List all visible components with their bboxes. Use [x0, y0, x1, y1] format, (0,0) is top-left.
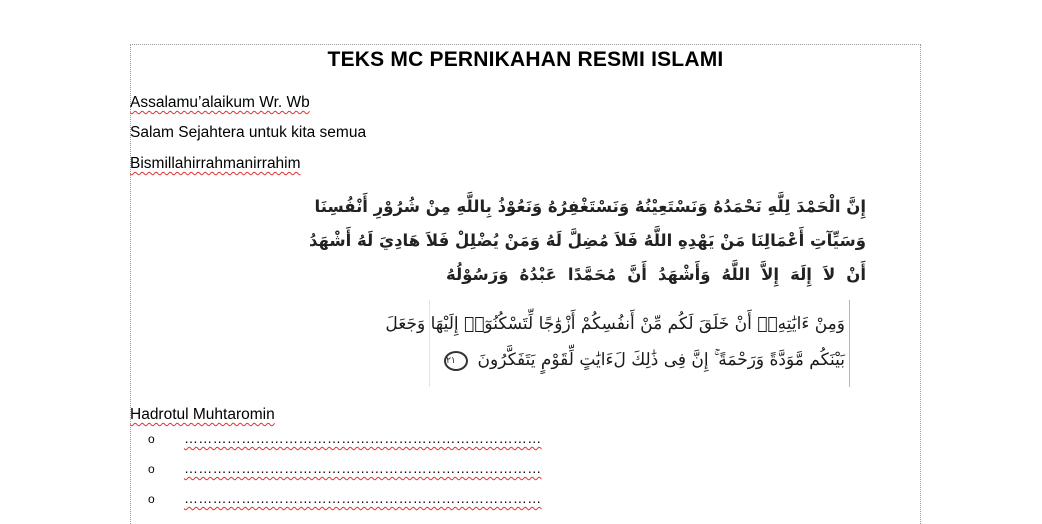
ayat-line-2 [446, 342, 845, 378]
list-bullet-1: o [148, 432, 155, 446]
quran-ayat [385, 306, 845, 378]
arabic-opening-image [308, 190, 866, 290]
greeting-line-1: Assalamu’alaikum Wr. Wb [130, 94, 310, 111]
greeting-line-2-text: Salam Sejahtera untuk kita semua [130, 124, 367, 141]
list-item-1: ………………………………………………………………… [184, 430, 542, 446]
arabic-opening-line-1: إِنَّ الْحَمْدَ لِلَّهِ نَحْمَدُهُ وَنَسْتَعِيْنُهُ وَنَسْتَغْفِرُهُ وَنَعُوْذُ بِاللَّهِ مِنْ شُرُوْرِ أَنْفُسِنَا [314, 197, 866, 216]
arabic-opening-line-2: وَسَيِّآتِ أَعْمَالِنَا مَنْ يَهْدِهِ اللَّهُ فَلاَ مُضِلَّ لَهُ وَمَنْ يُضْلِلْ فَلاَ هَادِيَ لَهُ أَشْهَدُ [308, 231, 866, 250]
list-item-3: ………………………………………………………………… [184, 490, 542, 506]
ayat-number-marker: ٢١ [444, 351, 468, 371]
section-heading: Hadrotul Muhtaromin [130, 406, 275, 423]
ayat-line-2-text: بَيْنَكُم مَّوَدَّةً وَرَحْمَةً ۚ إِنَّ فِى ذَٰلِكَ لَءَايَٰتٍ لِّقَوْمٍ يَتَفَكَّرُونَ [477, 350, 845, 370]
greeting-line-2 [130, 124, 366, 142]
list-bullet-2: o [148, 462, 155, 476]
list-bullet-3: o [148, 492, 155, 506]
list-item-2: ………………………………………………………………… [184, 460, 542, 476]
ayat-line-1: وَمِنْ ءَايَٰتِهِۦٓ أَنْ خَلَقَ لَكُم مِّنْ أَنفُسِكُمْ أَزْوَٰجًا لِّتَسْكُنُوٓا۟ إِلَيْهَا وَجَعَلَ [385, 314, 845, 334]
greeting-line-3: Bismillahirrahmanirrahim [130, 155, 301, 172]
arabic-opening-line-3: أَنْ لاَ إِلَهَ إِلاَّ اللَّهُ وَأَشْهَدُ أَنَّ مُحَمَّدًا عَبْدُهُ وَرَسُوْلُهُ [446, 265, 866, 284]
document-title: TEKS MC PERNIKAHAN RESMI ISLAMI [327, 48, 724, 71]
